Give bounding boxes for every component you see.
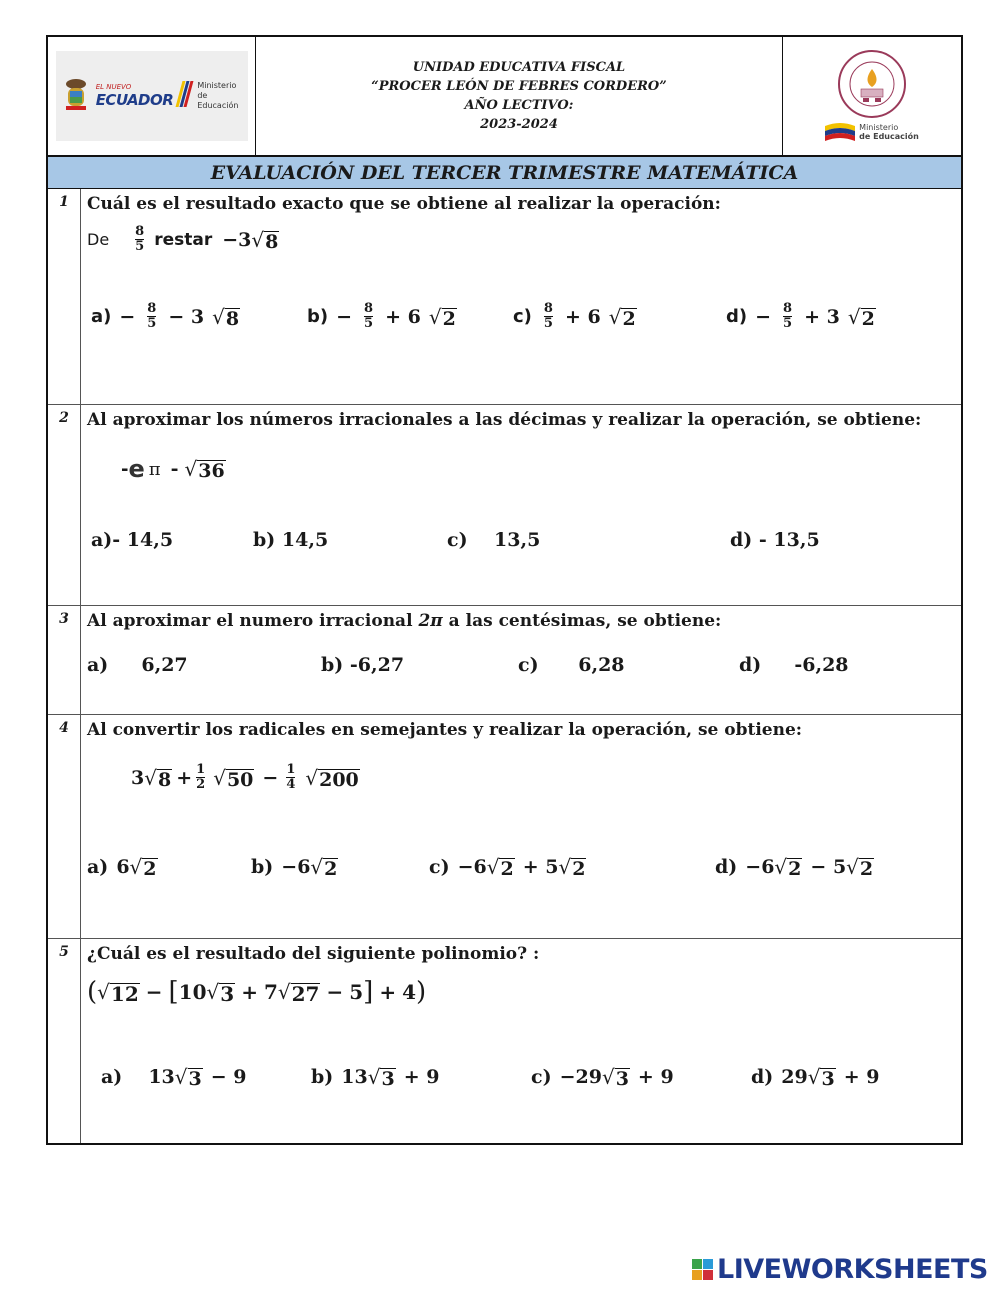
option-b[interactable]: b) -6,27 [321,654,405,676]
question-row-4 [48,715,961,939]
question-text: Al convertir los radicales en semejantes y realizar la operación, se obtiene: [87,720,803,740]
option-c[interactable]: c) 13,5 [447,529,541,551]
school-info [256,37,783,155]
question-text: Al aproximar los números irracionales a las décimas y realizar la operación, se obtiene: [87,410,922,430]
coat-of-arms-icon [62,76,90,116]
option-d[interactable]: d) - 13,5 [730,529,820,551]
liveworksheets-logo[interactable] [692,1254,988,1285]
option-b[interactable]: b) −6 √ 2 [251,855,338,880]
question-expression: De $\frac{8}{5}$ restar −3 √ 8 [87,224,279,254]
option-c[interactable]: c) −6 √ 2 + 5 √ 2 [429,855,586,880]
option-a[interactable]: a) − $\frac{8}{5}$ − 3 √ 8 [91,301,240,331]
ecuador-ministry-logo [56,51,248,141]
ministry-logo-small [825,122,919,142]
option-c[interactable]: c) 6,28 [518,654,625,676]
question-content [81,189,961,404]
question-row-5 [48,939,961,1143]
question-expression: - e π - √ 36 [121,455,225,483]
question-number: 4 [48,715,81,938]
question-content [81,606,961,714]
question-text: ¿Cuál es el resultado del siguiente polinomio? : [87,944,540,964]
school-line-1: UNIDAD EDUCATIVA FISCAL [412,60,626,75]
liveworksheets-grid-icon [692,1259,713,1280]
question-number: 2 [48,405,81,605]
question-row-3 [48,606,961,715]
question-row-2 [48,405,961,606]
logo-tagline: EL NUEVO [95,83,132,91]
option-a[interactable]: a) 6,27 [87,654,188,676]
question-text: Al aproximar el numero irracional 2π a las centésimas, se obtiene: [87,611,722,631]
option-a[interactable]: a) 13 √ 3 − 9 [101,1065,247,1090]
question-expression: ( √ 12 − [ 10 √ 3 + 7 √ 27 − 5 ] + 4 ) [87,977,427,1007]
liveworksheets-brand: LIVEWORKSHEETS [717,1254,988,1285]
school-seal-icon [838,50,906,118]
question-number: 3 [48,606,81,714]
option-d[interactable]: d) -6,28 [739,654,849,676]
question-number: 5 [48,939,81,1143]
question-number: 1 [48,189,81,404]
option-d[interactable]: d) −6 √ 2 − 5 √ 2 [715,855,874,880]
option-c[interactable]: c) −29 √ 3 + 9 [531,1065,674,1090]
option-d[interactable]: d) 29 √ 3 + 9 [751,1065,880,1090]
logo-ministry-text: Ministerio de Educación [197,81,239,110]
school-line-3: AÑO LECTIVO: [464,98,574,113]
right-logo-cell [783,37,961,155]
question-content [81,939,961,1143]
option-a[interactable]: a)- 14,5 [91,529,174,551]
exam-title: EVALUACIÓN DEL TERCER TRIMESTRE MATEMÁTICA [48,157,961,189]
logo-brand: ECUADOR [95,91,174,109]
expr-restar: restar [154,229,213,250]
question-content [81,405,961,605]
question-text: Cuál es el resultado exacto que se obtiene al realizar la operación: [87,194,721,214]
header [48,37,961,157]
left-logo-cell [48,37,256,155]
question-expression: 3 √ 8 + $\frac{1}{2}$ √ 50 − $\frac{1}{4}$ √ 200 [131,762,359,792]
ministry-text-2: de Educación [859,132,919,141]
school-line-2: “PROCER LEÓN DE FEBRES CORDERO” [371,79,667,94]
option-b[interactable]: b) − $\frac{8}{5}$ + 6 √ 2 [307,301,456,331]
option-d[interactable]: d) − $\frac{8}{5}$ + 3 √ 2 [726,301,875,331]
ministry-flag-icon [825,122,855,142]
question-row-1 [48,189,961,405]
option-c[interactable]: c) $\frac{8}{5}$ + 6 √ 2 [513,301,636,331]
expr-de: De [87,230,110,249]
option-a[interactable]: a) 6 √ 2 [87,855,157,880]
question-content [81,715,961,938]
exam-sheet [46,35,963,1145]
option-b[interactable]: b) 13 √ 3 + 9 [311,1065,440,1090]
flag-stripes [179,81,191,111]
option-b[interactable]: b) 14,5 [253,529,329,551]
school-line-4: 2023-2024 [480,117,558,132]
ministry-text-1: Ministerio [859,123,899,132]
